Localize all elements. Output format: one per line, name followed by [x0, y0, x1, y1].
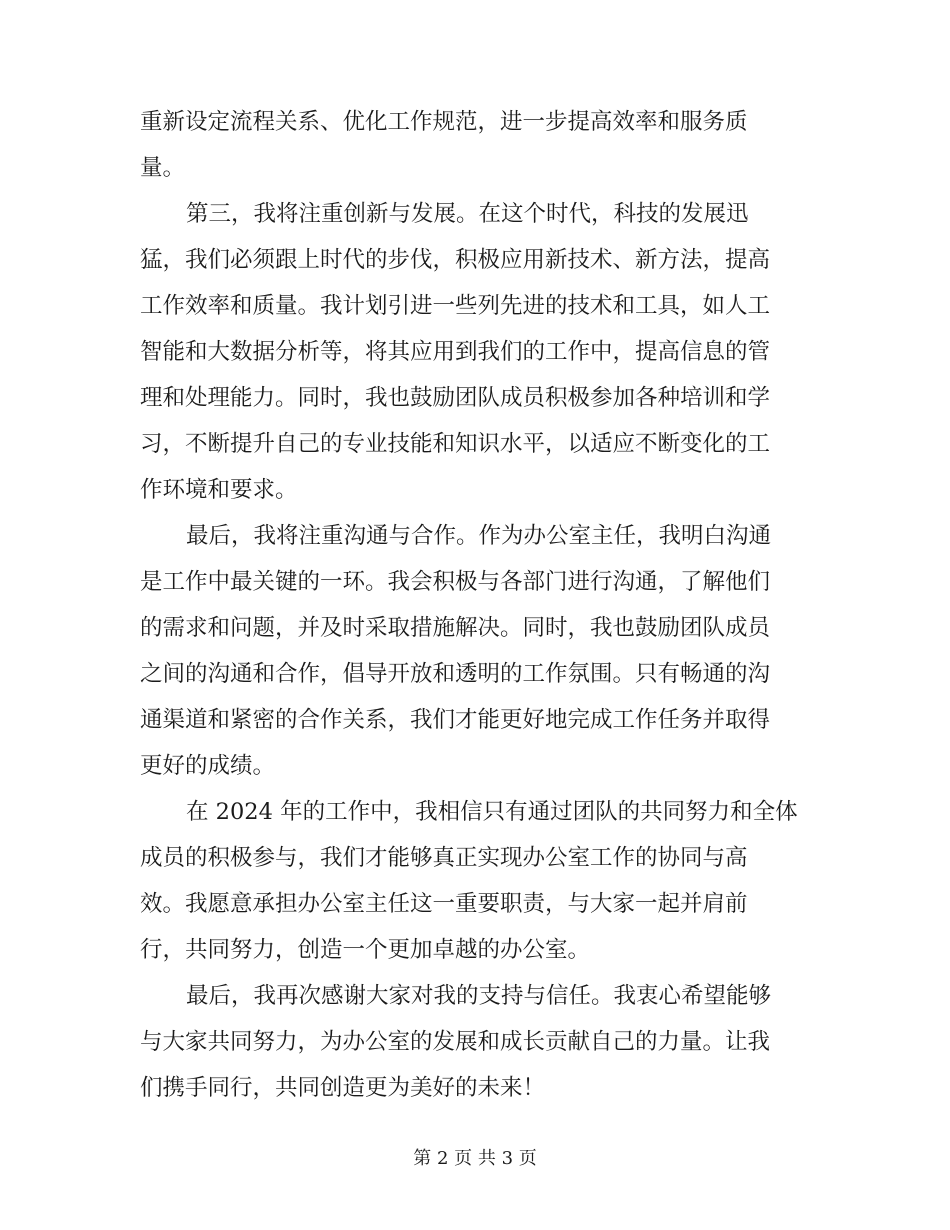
body-text [140, 99, 810, 1111]
text-line: 重新设定流程关系、优化工作规范，进一步提高效率和服务质 [140, 109, 748, 135]
text-line: 的需求和问题，并及时采取措施解决。同时，我也鼓励团队成员 [140, 615, 771, 641]
page-number-footer: 第 2 页 共 3 页 [413, 1148, 537, 1169]
paragraph-third [140, 191, 810, 513]
text-line: 效。我愿意承担办公室主任这一重要职责，与大家一起并肩前 [140, 891, 748, 917]
text-line: 最后，我将注重沟通与合作。作为办公室主任，我明白沟通 [186, 523, 772, 549]
text-line: 之间的沟通和合作，倡导开放和透明的工作氛围。只有畅通的沟 [140, 661, 771, 687]
text-line: 工作效率和质量。我计划引进一些列先进的技术和工具，如人工 [140, 293, 771, 319]
text-line: 量。 [140, 155, 186, 181]
text-line: 猛，我们必须跟上时代的步伐，积极应用新技术、新方法，提高 [140, 247, 771, 273]
text-line: 通渠道和紧密的合作关系，我们才能更好地完成工作任务并取得 [140, 707, 771, 733]
text-line: 第三，我将注重创新与发展。在这个时代，科技的发展迅 [186, 201, 749, 227]
paragraph-continued [140, 99, 810, 191]
text-line: 理和处理能力。同时，我也鼓励团队成员积极参加各种培训和学 [140, 385, 771, 411]
text-line: 与大家共同努力，为办公室的发展和成长贡献自己的力量。让我 [140, 1029, 771, 1055]
text-line: 最后，我再次感谢大家对我的支持与信任。我衷心希望能够 [186, 983, 772, 1009]
paragraph-2024 [140, 789, 810, 973]
paragraph-thanks [140, 973, 810, 1111]
text-line: 习，不断提升自己的专业技能和知识水平，以适应不断变化的工 [140, 431, 771, 457]
text-line: 成员的积极参与，我们才能够真正实现办公室工作的协同与高 [140, 845, 748, 871]
text-line: 智能和大数据分析等，将其应用到我们的工作中，提高信息的管 [140, 339, 771, 365]
paragraph-communication [140, 513, 810, 789]
text-line: 们携手同行，共同创造更为美好的未来！ [140, 1075, 546, 1101]
text-line: 更好的成绩。 [140, 753, 276, 779]
text-line: 行，共同努力，创造一个更加卓越的办公室。 [140, 937, 591, 963]
text-line: 作环境和要求。 [140, 477, 298, 503]
text-line: 在 2024 年的工作中，我相信只有通过团队的共同努力和全体 [186, 799, 798, 825]
text-line: 是工作中最关键的一环。我会积极与各部门进行沟通，了解他们 [140, 569, 771, 595]
